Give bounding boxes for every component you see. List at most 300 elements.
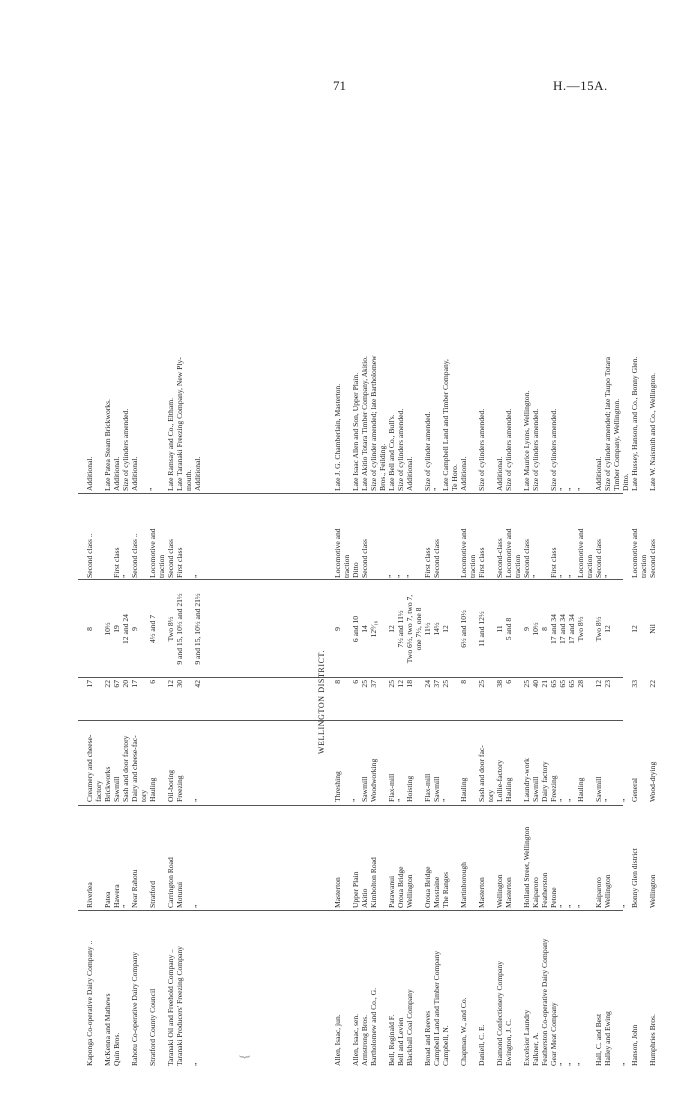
cell-purpose: Hauling xyxy=(459,777,468,802)
cell-cylinders: 12 xyxy=(630,625,639,633)
cell-horsepower: 25 xyxy=(522,680,531,688)
cell-purpose: ” xyxy=(441,798,450,802)
cell-owner: Kaponga Co-operative Dairy Company .. xyxy=(85,940,94,1066)
table-row xyxy=(640,118,649,1068)
cell-certificate: Second class xyxy=(648,538,657,578)
table-row xyxy=(496,118,505,1068)
cell-purpose: Hauling xyxy=(504,777,513,802)
cell-purpose: ” xyxy=(193,798,202,802)
cell-locality: ” xyxy=(558,904,567,908)
cell-purpose: Sash and door fac- xyxy=(477,745,486,802)
cell-locality: Masterton xyxy=(504,877,513,908)
cell-certificate: First class xyxy=(112,547,121,578)
cell-purpose: Oil-boring xyxy=(166,769,175,802)
cell-certificate: traction xyxy=(639,554,648,578)
cell-purpose: Hoisting xyxy=(405,775,414,802)
cell-remarks: Additional. xyxy=(112,456,121,491)
cell-remarks: Additional. xyxy=(459,456,468,491)
table-row xyxy=(577,118,586,1068)
table-row xyxy=(158,118,167,1068)
cell-cylinders: Nil xyxy=(648,624,657,634)
cell-locality: ” xyxy=(193,904,202,908)
cell-purpose: Sawmill xyxy=(594,776,603,802)
cell-remarks: Size of cylinder amended; late Taupo Totara xyxy=(603,356,612,491)
cell-purpose: Lollie-factory xyxy=(495,759,504,802)
table-row xyxy=(113,118,122,1068)
cell-cylinders: one 7½, one 8 xyxy=(414,607,423,651)
cell-certificate: Second class .. xyxy=(85,533,94,578)
cell-cylinders: 10½ xyxy=(103,622,112,636)
cell-remarks: Late Maurice Lyons, Wellington. xyxy=(522,390,531,491)
cell-owner: Excelsior Laundry xyxy=(522,1009,531,1066)
cell-horsepower: 21 xyxy=(540,680,549,688)
table-row xyxy=(451,118,460,1068)
table-row xyxy=(370,118,379,1068)
cell-owner: Bell, Reginald F. xyxy=(387,1014,396,1066)
cell-owner: Falkner, A. xyxy=(531,1032,540,1066)
cell-owner: Humphries Bros. xyxy=(648,1014,657,1066)
cell-certificate: Locomotive and xyxy=(504,528,513,578)
cell-certificate: traction xyxy=(342,554,351,578)
cell-horsepower: 6 xyxy=(148,680,157,684)
cell-remarks: Additional. xyxy=(130,456,139,491)
table-row xyxy=(334,118,343,1068)
cell-owner: Stratford County Council xyxy=(148,988,157,1066)
cell-owner: Allen, Isaac, jun. xyxy=(333,1014,342,1066)
cell-remarks: Timber Company, Wellington. xyxy=(612,398,621,491)
cell-locality: Oroua Bridge xyxy=(396,866,405,908)
cell-horsepower: 8 xyxy=(459,680,468,684)
cell-certificate: Second-class xyxy=(495,538,504,578)
table-row xyxy=(559,118,568,1068)
cell-cylinders: 11½ xyxy=(423,622,432,636)
cell-certificate: traction xyxy=(157,554,166,578)
cell-owner: ” xyxy=(193,1062,202,1066)
cell-cylinders: 14½ xyxy=(432,622,441,636)
table-row xyxy=(104,118,113,1068)
cell-horsepower: 25 xyxy=(387,680,396,688)
cell-owner: Armstrong Bros. xyxy=(360,1014,369,1066)
cell-locality: Holland Street, Wellington xyxy=(522,826,531,908)
cell-locality: Martinborough xyxy=(459,862,468,908)
cell-cylinders: 9 xyxy=(333,627,342,631)
cell-owner: Taranaki Oil and Freehold Company .. xyxy=(166,949,175,1066)
cell-owner: McKenna and Mathews xyxy=(103,993,112,1066)
cell-purpose: factory xyxy=(94,780,103,802)
cell-purpose: ” xyxy=(396,798,405,802)
table-row xyxy=(514,118,523,1068)
cell-purpose: Brickworks xyxy=(103,766,112,802)
table-row xyxy=(469,118,478,1068)
margin-mark: { xyxy=(236,1053,251,1060)
cell-purpose: ” xyxy=(621,798,630,802)
cell-locality: Wellington xyxy=(495,874,504,908)
cell-locality: Kaiparoro xyxy=(531,877,540,908)
cell-purpose: General xyxy=(630,777,639,802)
cell-cylinders: 6 and 10 xyxy=(351,615,360,643)
table-row xyxy=(523,118,532,1068)
cell-certificate: Second class xyxy=(432,538,441,578)
table-row xyxy=(487,118,496,1068)
cell-locality: ” xyxy=(121,904,130,908)
table-row xyxy=(586,118,595,1068)
cell-purpose: Hauling xyxy=(576,777,585,802)
cell-remarks: Size of cylinders amended. xyxy=(477,408,486,491)
cell-certificate: Second class xyxy=(166,538,175,578)
cell-cylinders: 11 and 12½ xyxy=(477,611,486,647)
cell-locality: Masterton xyxy=(333,877,342,908)
cell-purpose: Dairy factory xyxy=(540,761,549,802)
cell-owner: Allen, Isaac, sen. xyxy=(351,1013,360,1066)
cell-horsepower: 25 xyxy=(477,680,486,688)
cell-purpose: tory xyxy=(139,789,148,802)
cell-locality: Wellington xyxy=(648,874,657,908)
cell-horsepower: 38 xyxy=(495,680,504,688)
cell-owner: Quin Bros. xyxy=(112,1032,121,1066)
table-row xyxy=(140,118,149,1068)
cell-locality: Motunui xyxy=(175,881,184,908)
cell-cylinders: 10½ xyxy=(531,622,540,636)
cell-remarks: Additional. xyxy=(495,456,504,491)
cell-owner: Broad and Reeves xyxy=(423,1010,432,1066)
cell-horsepower: 67 xyxy=(112,680,121,688)
cell-horsepower: 20 xyxy=(121,680,130,688)
cell-locality: ” xyxy=(621,904,630,908)
table-row xyxy=(595,118,604,1068)
cell-owner: ” xyxy=(621,1062,630,1066)
cell-cylinders: 12 xyxy=(387,625,396,633)
cell-certificate: ” xyxy=(567,574,576,578)
cell-locality: Kaiparoro xyxy=(594,877,603,908)
cell-horsepower: 12 xyxy=(396,680,405,688)
cell-purpose: ” xyxy=(567,798,576,802)
cell-locality: ” xyxy=(567,904,576,908)
cell-owner: Gear Meat Company xyxy=(549,1002,558,1066)
table-row xyxy=(568,118,577,1068)
cell-cylinders: 14 xyxy=(360,625,369,633)
cell-cylinders: 4½ and 7 xyxy=(148,614,157,644)
cell-locality: Oroua Bridge xyxy=(423,866,432,908)
cell-cylinders: 19 xyxy=(112,625,121,633)
cell-remarks: Bros., Feilding. xyxy=(378,443,387,491)
cell-certificate: traction xyxy=(468,554,477,578)
cell-owner: Hall, C. and Best xyxy=(594,1013,603,1066)
cell-remarks: Late W. Naismith and Co., Wellington. xyxy=(648,373,657,491)
table-row xyxy=(352,118,361,1068)
cell-locality: Hawera xyxy=(112,884,121,908)
cell-remarks: Late Akitio Totara Timber Company, Akitio. xyxy=(360,356,369,491)
cell-remarks: Late Ramsay and Co., Eltham. xyxy=(166,397,175,491)
cell-owner: Hanson, John xyxy=(630,1024,639,1066)
cell-owner: Rahotu Co-operative Dairy Company xyxy=(130,951,139,1066)
cell-purpose: tory xyxy=(486,789,495,802)
cell-locality: Wellington xyxy=(405,874,414,908)
cell-owner: Campbell Land and Timber Company xyxy=(432,950,441,1066)
cell-purpose: Sawmill xyxy=(531,776,540,802)
table-row xyxy=(550,118,559,1068)
cell-horsepower: 65 xyxy=(549,680,558,688)
cell-certificate: Locomotive and xyxy=(148,528,157,578)
cell-remarks: Size of cylinders amended. xyxy=(504,408,513,491)
table-row xyxy=(194,118,203,1068)
cell-cylinders: 11 xyxy=(495,625,504,633)
cell-purpose: Sawmill xyxy=(432,776,441,802)
cell-locality: Kimbolton Road xyxy=(369,857,378,908)
cell-remarks: Late Patea Steam Brickworks. xyxy=(103,399,112,491)
rotated-table xyxy=(78,118,657,1068)
cell-horsepower: 25 xyxy=(360,680,369,688)
cell-cylinders: 12 xyxy=(441,625,450,633)
cell-certificate: ” xyxy=(558,574,567,578)
table-row xyxy=(122,118,131,1068)
cell-remarks: ” xyxy=(567,487,576,491)
cell-horsepower: 37 xyxy=(369,680,378,688)
cell-remarks: Late Isaac Allen and Son, Upper Plain. xyxy=(351,372,360,491)
cell-horsepower: 22 xyxy=(103,680,112,688)
table-row xyxy=(176,118,185,1068)
cell-purpose: Flax-mill xyxy=(423,773,432,802)
cell-locality: Stratford xyxy=(148,881,157,908)
cell-certificate: Locomotive and xyxy=(459,528,468,578)
cell-locality: Carrington Road xyxy=(166,857,175,908)
cell-remarks: Size of cylinders amended. xyxy=(121,408,130,491)
cell-remarks: mouth. xyxy=(184,469,193,491)
cell-horsepower: 65 xyxy=(558,680,567,688)
cell-horsepower: 28 xyxy=(576,680,585,688)
table-row xyxy=(622,118,631,1068)
cell-certificate: ” xyxy=(405,574,414,578)
cell-horsepower: 6 xyxy=(504,680,513,684)
cell-locality: Riverlea xyxy=(85,882,94,908)
cell-purpose: Freezing xyxy=(175,775,184,802)
cell-remarks: Late Taranaki Freezing Company, New Ply- xyxy=(175,357,184,491)
cell-certificate: ” xyxy=(603,574,612,578)
page-code: H.—15A. xyxy=(553,78,608,93)
cell-purpose: Threshing xyxy=(333,771,342,802)
table-row xyxy=(631,118,640,1068)
cell-remarks: Te Horo. xyxy=(450,464,459,491)
cell-horsepower: 37 xyxy=(432,680,441,688)
cell-purpose: Woodworking xyxy=(369,758,378,802)
cell-locality: Bonny Glen district xyxy=(630,848,639,908)
cell-certificate: Locomotive and xyxy=(333,528,342,578)
table-row xyxy=(397,118,406,1068)
cell-locality: Mosstaine xyxy=(432,876,441,908)
page-number: 71 xyxy=(333,78,346,93)
cell-certificate: First class xyxy=(175,547,184,578)
cell-locality: The Ranges xyxy=(441,871,450,908)
cell-purpose: Sash and door factory xyxy=(121,735,130,802)
cell-certificate: First class xyxy=(423,547,432,578)
cell-locality: Masterton xyxy=(477,877,486,908)
cell-certificate: Second class xyxy=(360,538,369,578)
cell-remarks: ” xyxy=(576,487,585,491)
cell-purpose: ” xyxy=(558,798,567,802)
cell-remarks: Size of cylinder amended; late Bartholomew xyxy=(369,355,378,491)
cell-purpose: ” xyxy=(603,798,612,802)
cell-remarks: Additional. xyxy=(594,456,603,491)
cell-cylinders: 12⁹⁄₁₆ xyxy=(369,620,378,638)
cell-cylinders: 12 xyxy=(603,625,612,633)
cell-horsepower: 18 xyxy=(405,680,414,688)
cell-remarks: Additional. xyxy=(405,456,414,491)
table-row xyxy=(433,118,442,1068)
cell-cylinders: 12 and 24 xyxy=(121,614,130,644)
table-row xyxy=(379,118,388,1068)
cell-locality: Near Rahotu xyxy=(130,869,139,908)
table-row xyxy=(131,118,140,1068)
cell-certificate: Ditto xyxy=(351,562,360,578)
cell-remarks: Size of cylinder amended. xyxy=(423,411,432,491)
cell-owner: Blackball Coal Company xyxy=(405,989,414,1066)
cell-owner: Campbell, N. xyxy=(441,1025,450,1066)
cell-certificate: Second class xyxy=(522,538,531,578)
cell-owner: ” xyxy=(576,1062,585,1066)
cell-cylinders: 17 and 34 xyxy=(549,614,558,644)
cell-owner: Chapman, W., and Co. xyxy=(459,997,468,1066)
cell-cylinders: Two 8½ xyxy=(576,616,585,642)
cell-owner: ” xyxy=(558,1062,567,1066)
cell-remarks: ” xyxy=(432,487,441,491)
table-row xyxy=(149,118,158,1068)
cell-owner: Daniell, C. E. xyxy=(477,1024,486,1066)
cell-purpose: Wood-drying xyxy=(648,761,657,802)
cell-cylinders: 9 xyxy=(522,627,531,631)
cell-cylinders: 8 xyxy=(540,627,549,631)
cell-purpose: Sawmill xyxy=(360,776,369,802)
cell-horsepower: 8 xyxy=(333,680,342,684)
cell-horsepower: 65 xyxy=(567,680,576,688)
cell-cylinders: 17 and 34 xyxy=(558,614,567,644)
table-row xyxy=(343,118,352,1068)
cell-locality: Parawanui xyxy=(387,875,396,908)
cell-horsepower: 17 xyxy=(130,680,139,688)
cell-remarks: Late Bell and Co., Bull's. xyxy=(387,414,396,491)
table-row xyxy=(424,118,433,1068)
cell-remarks: Late J. G. Chamberlain, Masterton. xyxy=(333,383,342,491)
cell-purpose: Laundry-work xyxy=(522,758,531,802)
cell-locality: ” xyxy=(576,904,585,908)
cell-remarks: Late Campbell Land and Timber Company, xyxy=(441,359,450,491)
cell-purpose: Freezing xyxy=(549,775,558,802)
cell-purpose: Hauling xyxy=(148,777,157,802)
cell-horsepower: 12 xyxy=(594,680,603,688)
cell-cylinders: 6½ and 10½ xyxy=(459,610,468,648)
table-row xyxy=(532,118,541,1068)
cell-owner: ” xyxy=(567,1062,576,1066)
cell-certificate: ” xyxy=(396,574,405,578)
cell-owner: Bell and Levien xyxy=(396,1017,405,1066)
cell-cylinders: 9 xyxy=(130,627,139,631)
cell-remarks: ” xyxy=(558,487,567,491)
cell-certificate: ” xyxy=(531,574,540,578)
cell-horsepower: 33 xyxy=(630,680,639,688)
district-heading: WELLINGTON DISTRICT. xyxy=(317,649,326,755)
cell-horsepower: 30 xyxy=(175,680,184,688)
cell-purpose: Dairy and cheese-fac- xyxy=(130,735,139,802)
table-row xyxy=(604,118,613,1068)
cell-cylinders: 8 xyxy=(85,627,94,631)
cell-certificate: Locomotive and xyxy=(630,528,639,578)
cell-locality: Akitio xyxy=(360,888,369,908)
table-row xyxy=(415,118,424,1068)
cell-cylinders: Two 6½, two 7, two 7, xyxy=(405,594,414,664)
cell-certificate: Locomotive and xyxy=(576,528,585,578)
cell-certificate: Second class xyxy=(594,538,603,578)
cell-cylinders: 17 and 34 xyxy=(567,614,576,644)
table-row xyxy=(460,118,469,1068)
cell-owner: Halley and Ewing xyxy=(603,1011,612,1066)
cell-remarks: Size of cylinders amended. xyxy=(396,408,405,491)
cell-cylinders: Two 8½ xyxy=(166,616,175,642)
cell-certificate: ” xyxy=(193,574,202,578)
table-row xyxy=(505,118,514,1068)
cell-owner: Featherston Co-operative Dairy Company xyxy=(540,938,549,1066)
cell-purpose: Creamery and cheese- xyxy=(85,734,94,802)
cell-owner: Bartholomew and Co., G. xyxy=(369,987,378,1066)
cell-cylinders: 9 and 15, 10½ and 21½ xyxy=(175,593,184,665)
cell-purpose: ” xyxy=(351,798,360,802)
table-row xyxy=(442,118,451,1068)
table-row xyxy=(406,118,415,1068)
cell-owner: Diamond Confectionery Company xyxy=(495,960,504,1066)
cell-remarks: Additional. xyxy=(85,456,94,491)
cell-certificate: ” xyxy=(121,574,130,578)
cell-cylinders: 7½ and 11½ xyxy=(396,610,405,648)
cell-owner: Ewington, J. C. xyxy=(504,1018,513,1066)
cell-purpose: Sawmill xyxy=(112,776,121,802)
cell-certificate: Second class .. xyxy=(130,533,139,578)
cell-purpose: Flax-mill xyxy=(387,773,396,802)
cell-certificate: traction xyxy=(585,554,594,578)
cell-locality: Wellington xyxy=(603,874,612,908)
cell-certificate: First class xyxy=(549,547,558,578)
cell-remarks: Late Hussey, Hanson, and Co., Bonny Glen. xyxy=(630,356,639,491)
cell-owner: Taranaki Producers' Freezing Company xyxy=(175,946,184,1066)
cell-cylinders: 5 and 8 xyxy=(504,617,513,641)
cell-locality: Patea xyxy=(103,891,112,908)
table-row xyxy=(478,118,487,1068)
cell-horsepower: 6 xyxy=(351,680,360,684)
cell-locality: Petone xyxy=(549,887,558,908)
cell-remarks: Size of cylinders amended. xyxy=(549,408,558,491)
table-row xyxy=(541,118,550,1068)
table-row xyxy=(86,118,95,1068)
cell-remarks: Ditto. xyxy=(621,473,630,491)
cell-cylinders: Two 8½ xyxy=(594,616,603,642)
cell-remarks: Additional. xyxy=(193,456,202,491)
cell-certificate: ” xyxy=(387,574,396,578)
cell-horsepower: 22 xyxy=(648,680,657,688)
cell-horsepower: 12 xyxy=(166,680,175,688)
cell-remarks: Size of cylinders amended. xyxy=(531,408,540,491)
cell-cylinders: 9 and 15, 10½ and 21½ xyxy=(193,593,202,665)
cell-certificate: traction xyxy=(513,554,522,578)
cell-horsepower: 40 xyxy=(531,680,540,688)
table-row xyxy=(388,118,397,1068)
table-row xyxy=(649,118,658,1068)
cell-horsepower: 17 xyxy=(85,680,94,688)
cell-horsepower: 23 xyxy=(603,680,612,688)
table-row xyxy=(95,118,104,1068)
cell-remarks: ” xyxy=(148,487,157,491)
table-row xyxy=(361,118,370,1068)
cell-certificate: First class xyxy=(477,547,486,578)
cell-locality: Upper Plain xyxy=(351,871,360,908)
cell-horsepower: 42 xyxy=(193,680,202,688)
cell-horsepower: 25 xyxy=(441,680,450,688)
table-row xyxy=(613,118,622,1068)
